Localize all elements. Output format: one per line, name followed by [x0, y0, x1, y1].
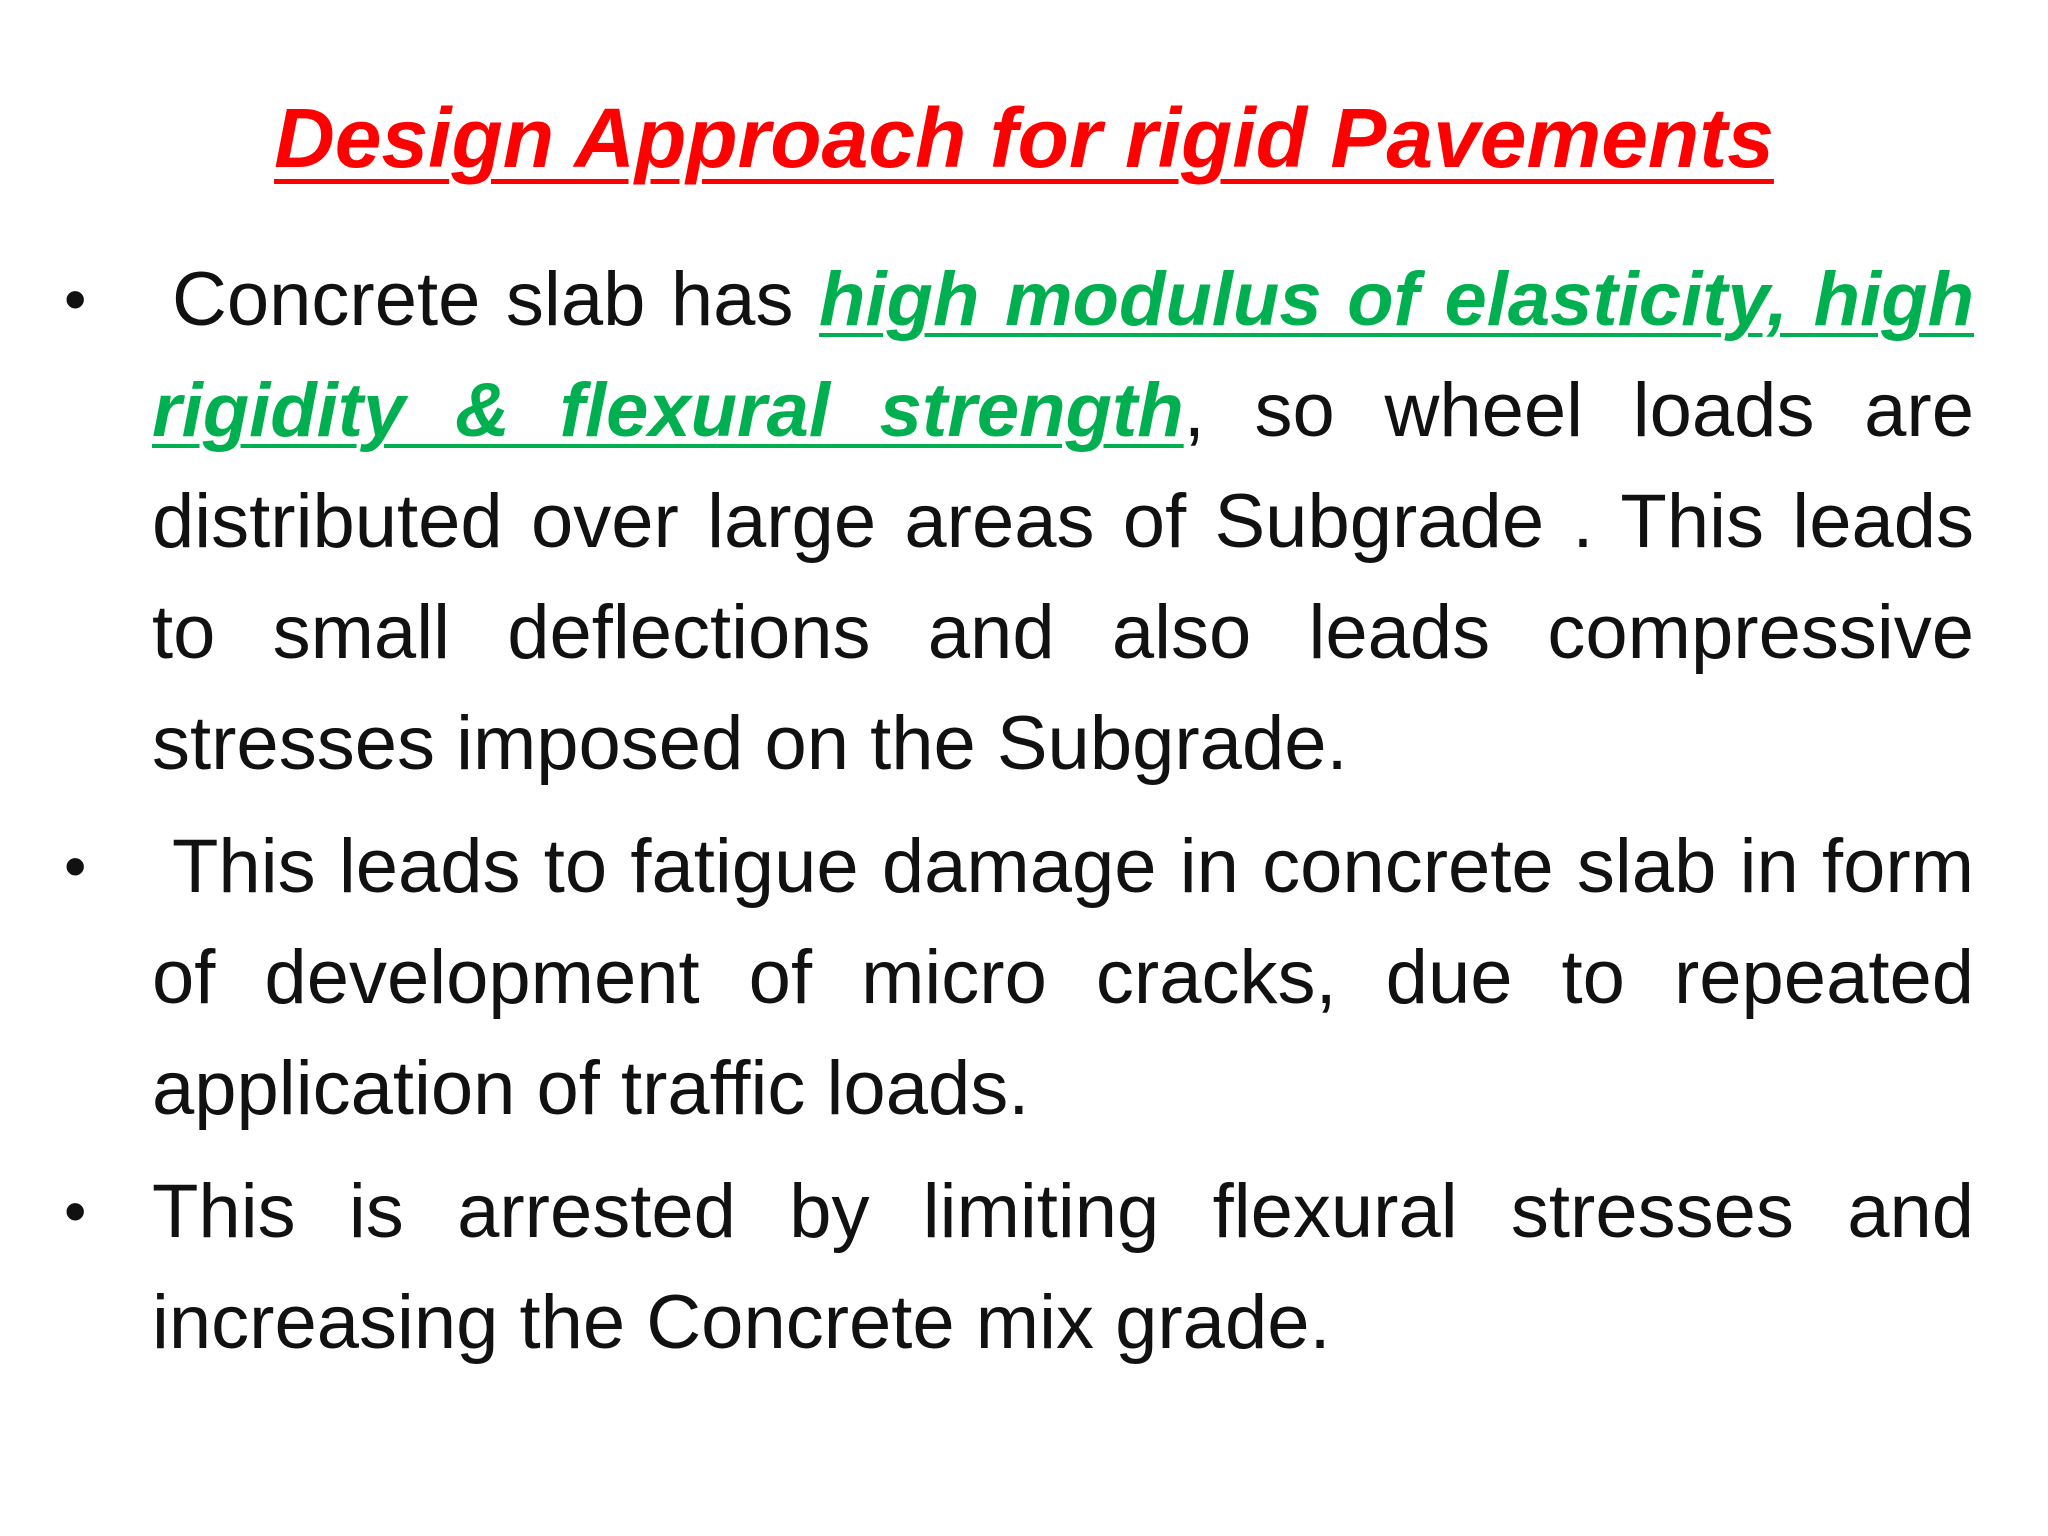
bullet-item-2 — [64, 811, 1974, 1144]
bullet-list — [0, 244, 2048, 1378]
bullet-2-text: This leads to fatigue damage in concrete slab in form of development of micro cracks, due to repeated application of traffic loads. — [152, 824, 1974, 1131]
bullet-3-text: This is arrested by limiting flexural stresses and increasing the Concrete mix grade. — [152, 1169, 1974, 1365]
slide-title: Design Approach for rigid Pavements — [274, 91, 1774, 185]
bullet-marker: • — [64, 830, 87, 902]
bullet-item-1 — [64, 244, 1974, 799]
bullet-item-3 — [64, 1156, 1974, 1378]
bullet-1-highlighted-text: high modulus of elasticity, high rigidity & flexural strength — [152, 257, 1974, 453]
bullet-marker: • — [64, 263, 87, 335]
bullet-1-lead-text: Concrete slab has — [172, 257, 794, 342]
bullet-1-body-text: , so wheel loads are distributed over large areas of Subgrade . This leads to small deflections and also leads compressive stresses imposed on the Subgrade. — [152, 368, 1974, 786]
bullet-marker: • — [64, 1175, 87, 1247]
